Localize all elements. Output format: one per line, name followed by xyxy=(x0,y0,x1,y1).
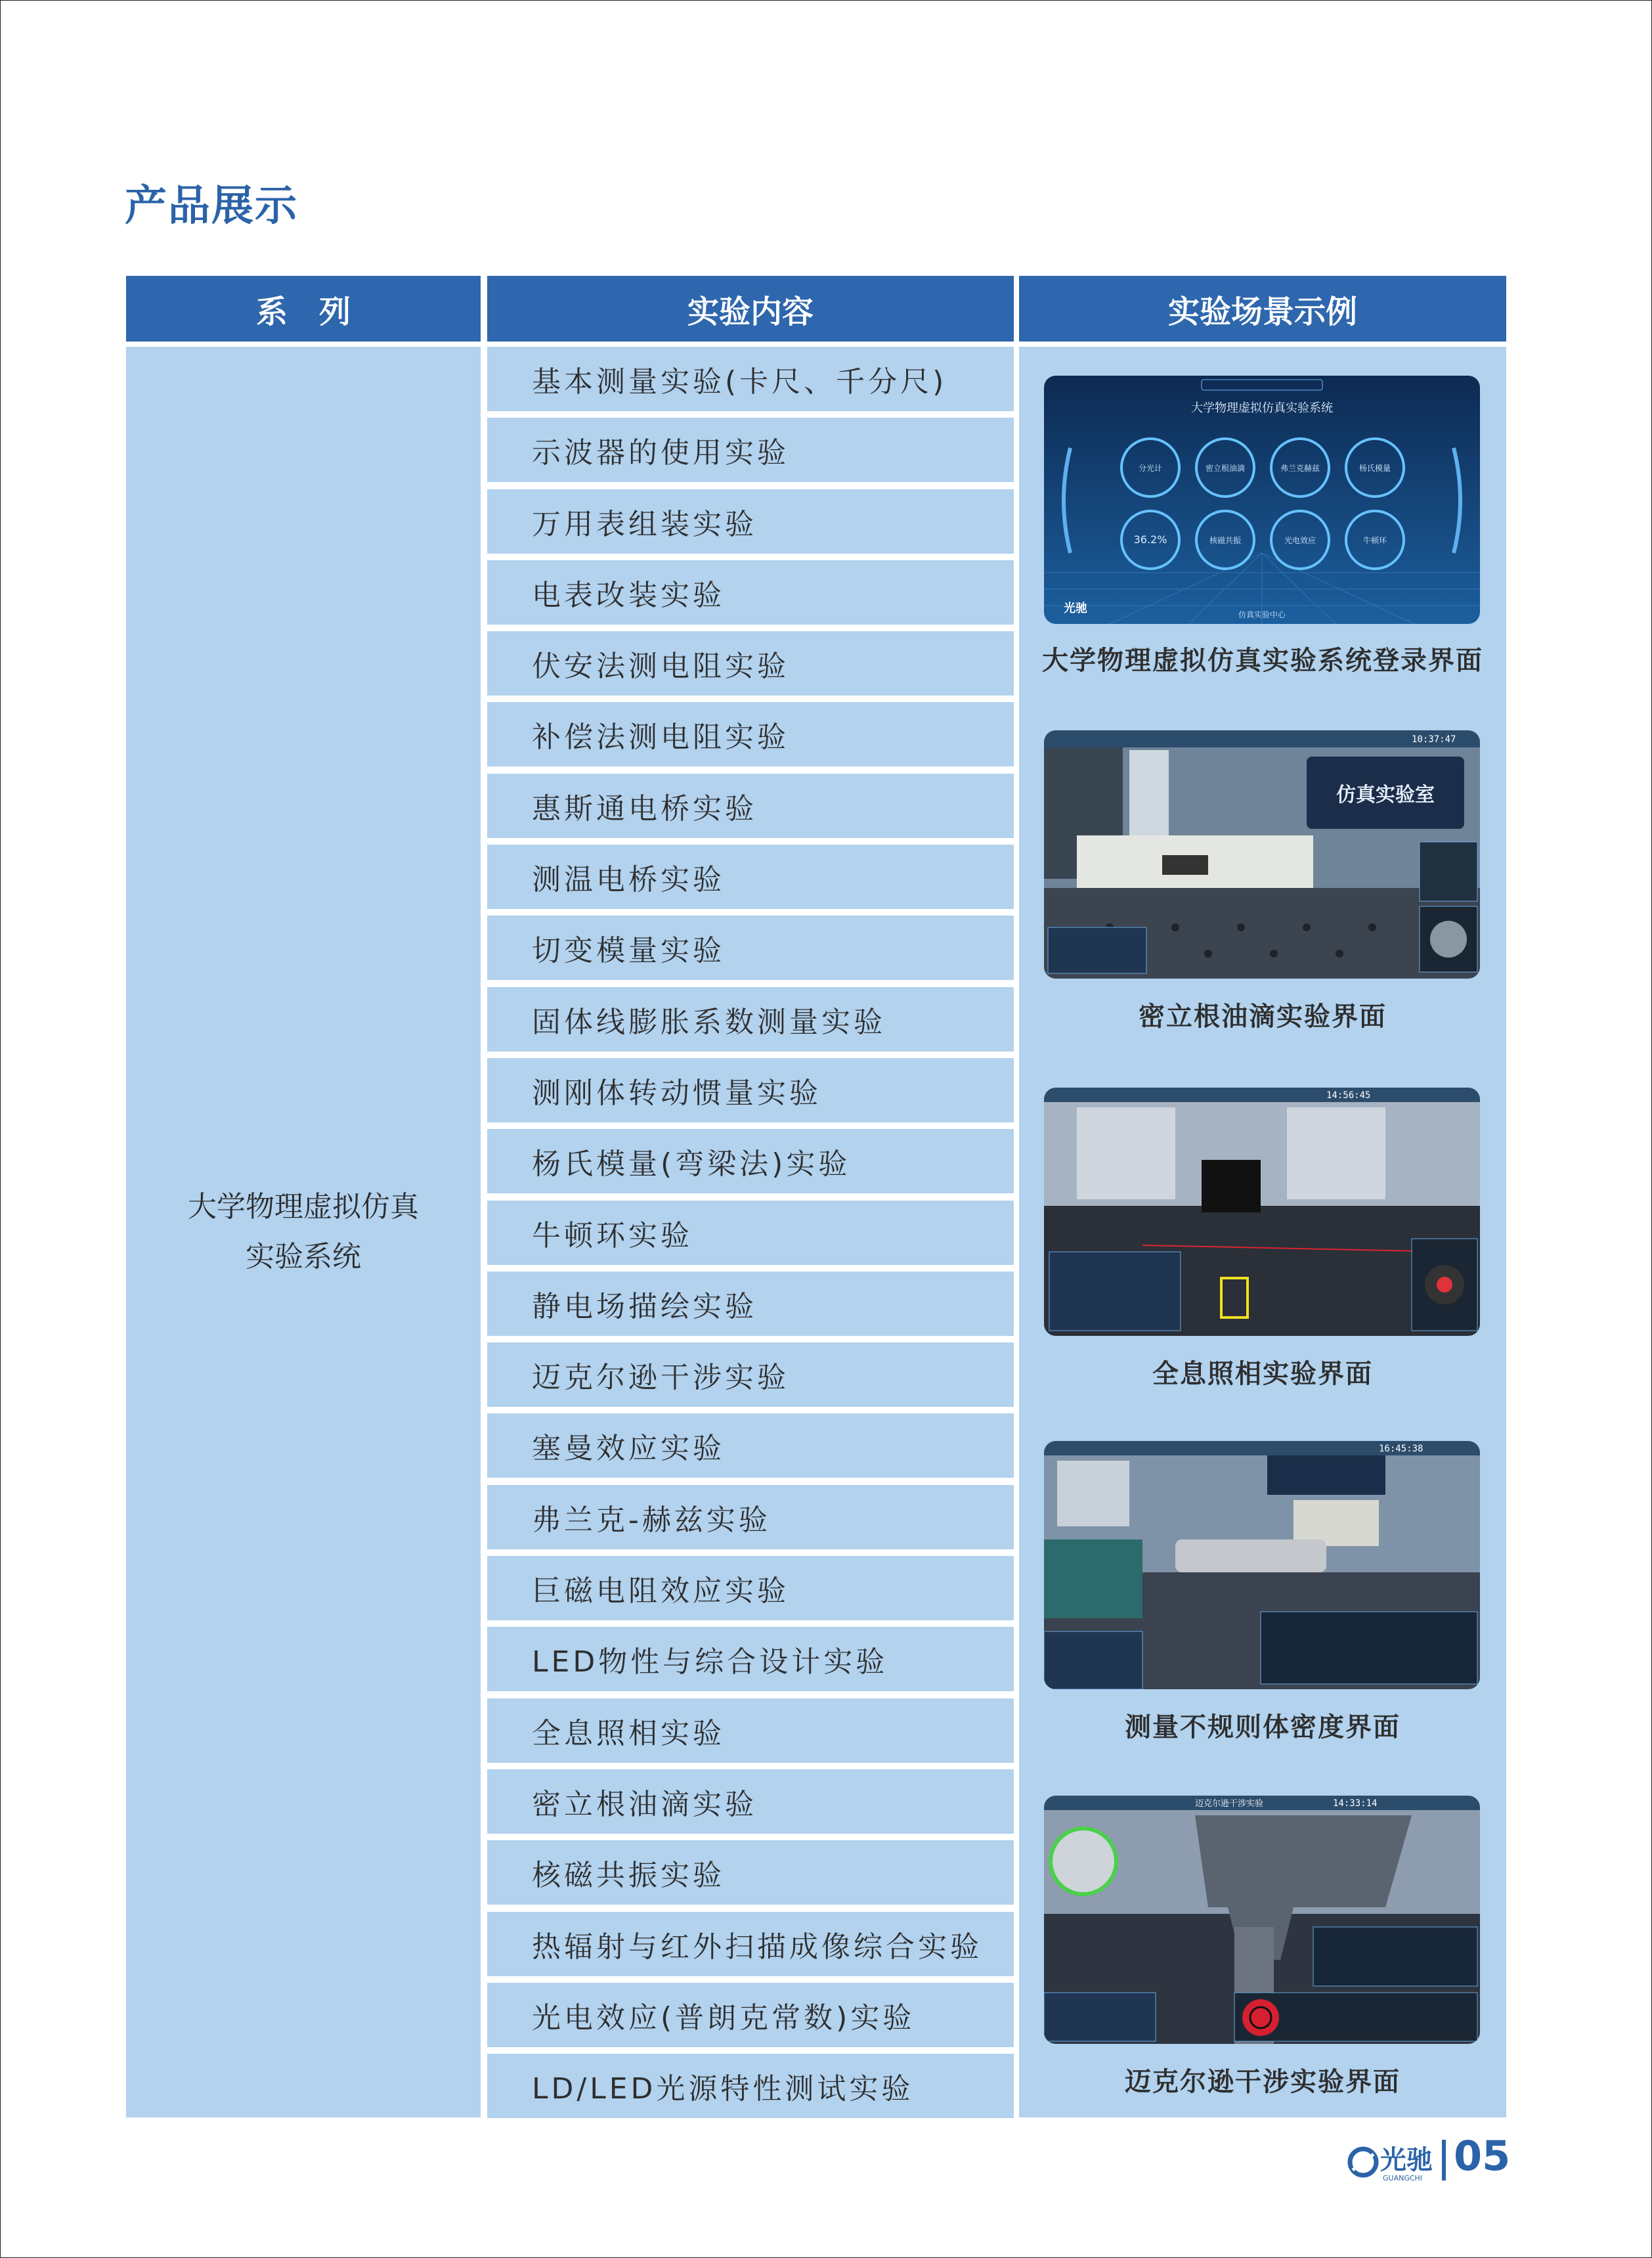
experiment-row: 热辐射与红外扫描成像综合实验 xyxy=(487,1912,1014,1976)
experiment-row: 伏安法测电阻实验 xyxy=(487,631,1014,696)
millikan-interface-screenshot xyxy=(1044,730,1480,979)
dial-label: 核磁共振 xyxy=(1209,536,1242,545)
experiment-row: LED物性与综合设计实验 xyxy=(487,1627,1014,1691)
experiment-row: 测温电桥实验 xyxy=(487,845,1014,909)
dial-label: 杨氏模量 xyxy=(1359,464,1391,473)
scene-time: 14:56:45 xyxy=(1326,1090,1371,1101)
experiment-row: 切变模量实验 xyxy=(487,916,1014,980)
series-cell xyxy=(126,347,481,2117)
michelson-interface-screenshot xyxy=(1044,1796,1480,2044)
dial-label: 弗兰克赫兹 xyxy=(1280,464,1320,473)
scene-caption: 测量不规则体密度界面 xyxy=(1125,1712,1401,1742)
series-name-line-2: 实验系统 xyxy=(246,1240,361,1273)
series-name-line-1: 大学物理虚拟仿真 xyxy=(188,1190,419,1224)
login-footer-text: 仿真实验中心 xyxy=(1238,610,1286,619)
experiment-list xyxy=(487,347,1014,2125)
scene-caption: 迈克尔逊干涉实验界面 xyxy=(1125,2067,1401,2097)
header-scene-example: 实验场景示例 xyxy=(1019,276,1506,342)
scene-caption: 全息照相实验界面 xyxy=(1152,1359,1373,1389)
experiment-row: 基本测量实验(卡尺、千分尺) xyxy=(487,347,1014,411)
page-number: 05 xyxy=(1454,2132,1511,2180)
experiment-row: 全息照相实验 xyxy=(487,1698,1014,1763)
experiment-row: 电表改装实验 xyxy=(487,560,1014,625)
experiment-row: 弗兰克-赫兹实验 xyxy=(487,1485,1014,1549)
experiment-row: 杨氏模量(弯梁法)实验 xyxy=(487,1129,1014,1193)
experiment-row: 牛顿环实验 xyxy=(487,1201,1014,1265)
scene-caption: 密立根油滴实验界面 xyxy=(1139,1002,1387,1032)
guangchi-logo xyxy=(1345,2140,1437,2188)
scene-time: 14:33:14 xyxy=(1333,1798,1378,1809)
experiment-row: 密立根油滴实验 xyxy=(487,1769,1014,1834)
scene-caption: 大学物理虚拟仿真实验系统登录界面 xyxy=(1042,646,1483,676)
experiment-row: 万用表组装实验 xyxy=(487,489,1014,554)
experiment-row: 巨磁电阻效应实验 xyxy=(487,1556,1014,1620)
scene-title: 迈克尔逊干涉实验 xyxy=(1195,1799,1264,1809)
login-interface-screenshot xyxy=(1044,376,1480,624)
logo-brand-en: GUANGCHI xyxy=(1383,2174,1423,2182)
page-title: 产品展示 xyxy=(125,182,298,231)
experiment-row: 示波器的使用实验 xyxy=(487,418,1014,482)
experiment-row: 核磁共振实验 xyxy=(487,1840,1014,1905)
experiment-row: 测刚体转动惯量实验 xyxy=(487,1058,1014,1122)
dial-label: 36.2% xyxy=(1133,533,1167,546)
experiment-row: 塞曼效应实验 xyxy=(487,1413,1014,1478)
scene-time: 10:37:47 xyxy=(1412,734,1456,745)
experiment-row: 光电效应(普朗克常数)实验 xyxy=(487,1983,1014,2047)
holography-interface-screenshot xyxy=(1044,1088,1480,1336)
footer-divider xyxy=(1442,2140,1446,2181)
experiment-row: 惠斯通电桥实验 xyxy=(487,774,1014,838)
dial-label: 光电效应 xyxy=(1284,536,1316,545)
logo-brand-text: 光驰 xyxy=(1380,2145,1433,2175)
scene-column xyxy=(1019,347,1506,2117)
header-series: 系 列 xyxy=(126,276,481,342)
experiment-row: 固体线膨胀系数测量实验 xyxy=(487,987,1014,1052)
dial-label: 分光计 xyxy=(1138,464,1163,473)
experiment-row: 迈克尔逊干涉实验 xyxy=(487,1342,1014,1407)
lab-sign: 仿真实验室 xyxy=(1336,784,1435,807)
density-interface-screenshot xyxy=(1044,1441,1480,1689)
scene-time: 16:45:38 xyxy=(1379,1444,1424,1454)
dial-label: 牛顿环 xyxy=(1362,536,1387,545)
experiment-row: 补偿法测电阻实验 xyxy=(487,702,1014,766)
login-screen-title: 大学物理虚拟仿真实验系统 xyxy=(1191,401,1333,415)
dial-label: 密立根油滴 xyxy=(1205,464,1246,473)
header-experiment-content: 实验内容 xyxy=(487,276,1014,342)
login-brand: 光驰 xyxy=(1064,602,1087,615)
experiment-row: 静电场描绘实验 xyxy=(487,1272,1014,1336)
experiment-row: LD/LED光源特性测试实验 xyxy=(487,2054,1014,2118)
